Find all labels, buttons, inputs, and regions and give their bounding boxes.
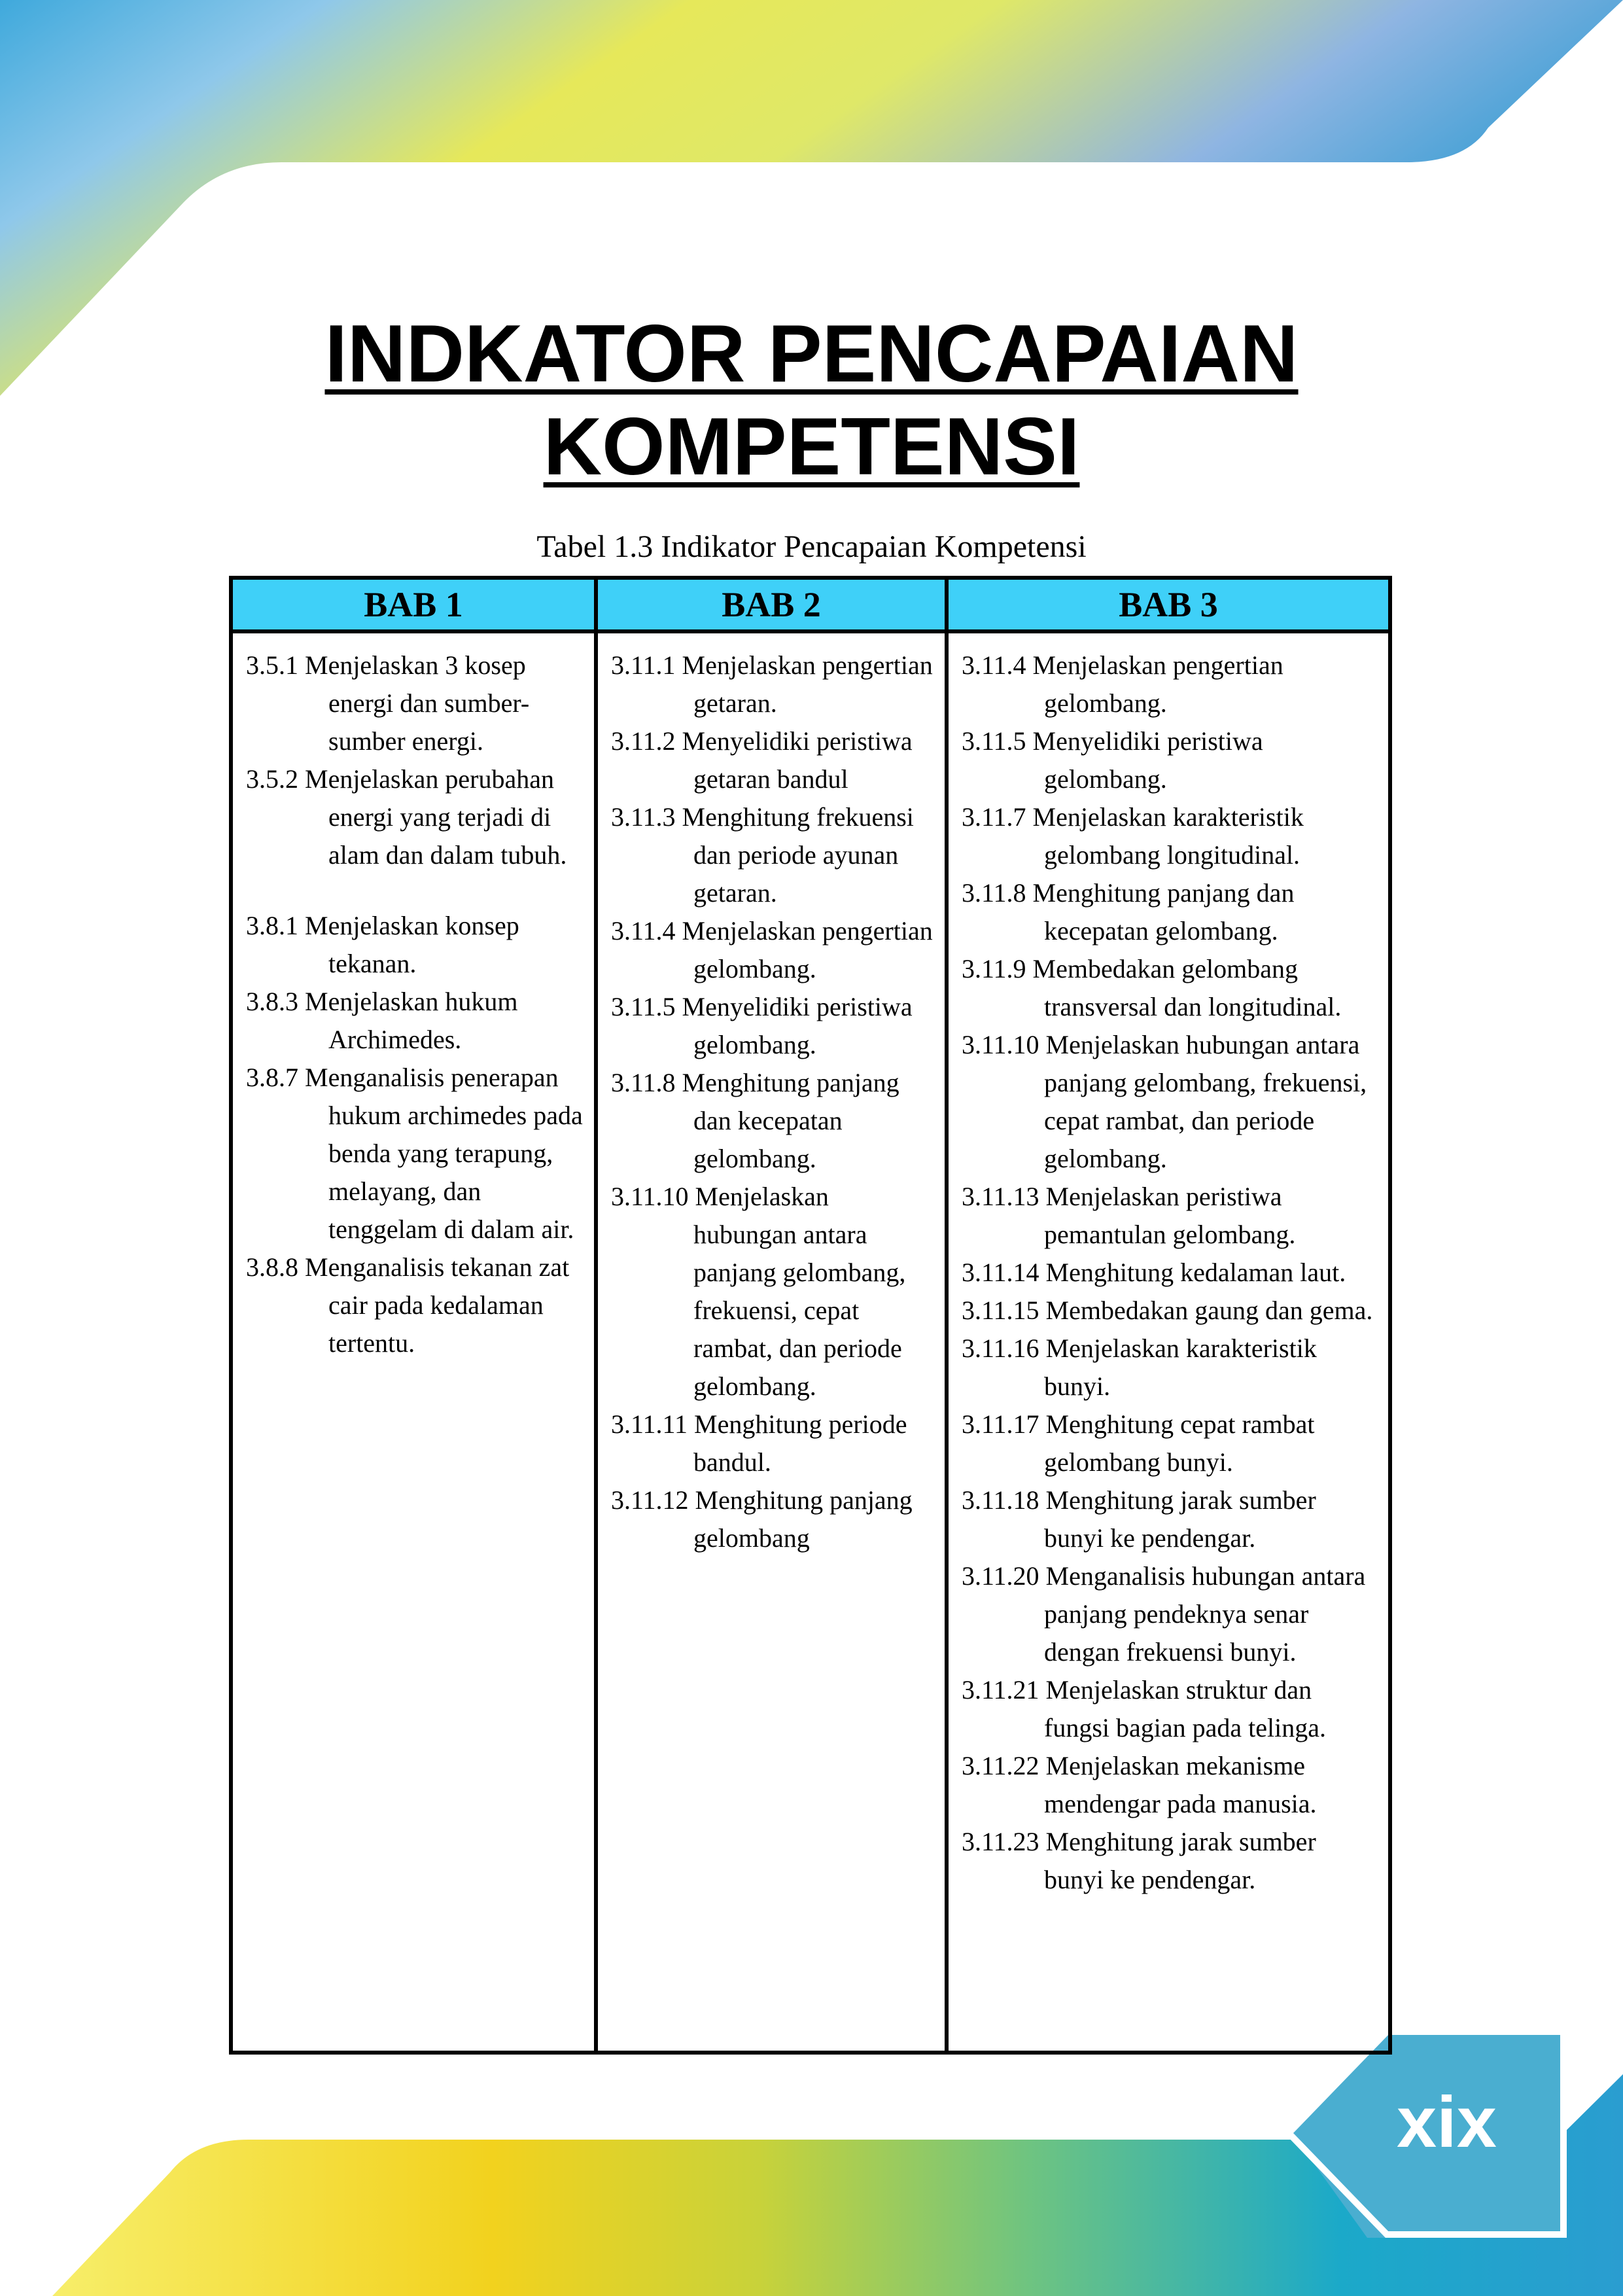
indicator-item: 3.11.18 Menghitung jarak sumber bunyi ke pendengar.: [962, 1485, 1316, 1553]
indicator-item: 3.11.10 Menjelaskan hubungan antara panjang gelombang, frekuensi, cepat rambat, dan periode gelombang.: [611, 1182, 906, 1401]
indicator-item: 3.11.23 Menghitung jarak sumber bunyi ke pendengar.: [962, 1827, 1316, 1894]
indicator-item: 3.11.14 Menghitung kedalaman laut.: [962, 1258, 1346, 1287]
indicator-item: 3.5.1 Menjelaskan 3 kosep energi dan sumber-sumber energi.: [246, 650, 530, 756]
indicator-item: 3.11.13 Menjelaskan peristiwa pemantulan gelombang.: [962, 1182, 1296, 1249]
header-bab-3: BAB 3: [947, 578, 1390, 631]
table-row: [231, 631, 1390, 2053]
indicator-item: 3.11.8 Menghitung panjang dan kecepatan gelombang.: [611, 1068, 899, 1173]
table-header-row: [231, 578, 1390, 631]
indicator-item: 3.8.1 Menjelaskan konsep tekanan.: [246, 911, 519, 978]
indicator-item: 3.11.16 Menjelaskan karakteristik bunyi.: [962, 1333, 1317, 1401]
indicator-item: 3.11.5 Menyelidiki peristiwa gelombang.: [962, 726, 1263, 794]
indicator-item: 3.11.1 Menjelaskan pengertian getaran.: [611, 650, 933, 718]
indicator-item: 3.11.9 Membedakan gelombang transversal dan longitudinal.: [962, 954, 1342, 1021]
column-bab-1: [231, 631, 596, 2053]
indicator-item: 3.11.3 Menghitung frekuensi dan periode ayunan getaran.: [611, 802, 914, 908]
indicator-item: 3.8.8 Menganalisis tekanan zat cair pada kedalaman tertentu.: [246, 1252, 570, 1358]
indicator-item: 3.11.7 Menjelaskan karakteristik gelombang longitudinal.: [962, 802, 1304, 870]
indicator-item: 3.11.10 Menjelaskan hubungan antara panjang gelombang, frekuensi, cepat rambat, dan periode gelombang.: [962, 1030, 1367, 1173]
indicator-item: 3.8.7 Menganalisis penerapan hukum archimedes pada benda yang terapung, melayang, dan tenggelam di dalam air.: [246, 1063, 583, 1244]
indicator-item: 3.11.5 Menyelidiki peristiwa gelombang.: [611, 992, 913, 1059]
indicator-item: 3.11.2 Menyelidiki peristiwa getaran bandul: [611, 726, 913, 794]
indicator-item: 3.11.15 Membedakan gaung dan gema.: [962, 1296, 1373, 1325]
indicator-item: 3.11.12 Menghitung panjang gelombang: [611, 1485, 913, 1553]
indicator-item: 3.8.3 Menjelaskan hukum Archimedes.: [246, 987, 518, 1054]
header-bab-1: BAB 1: [231, 578, 596, 631]
page-title-line2: KOMPETENSI: [543, 402, 1080, 492]
indicator-item: 3.11.8 Menghitung panjang dan kecepatan gelombang.: [962, 878, 1295, 945]
header-bab-2: BAB 2: [596, 578, 947, 631]
indicator-item: 3.11.4 Menjelaskan pengertian gelombang.: [962, 650, 1283, 718]
indicator-item: 3.11.22 Menjelaskan mekanisme mendengar pada manusia.: [962, 1751, 1317, 1818]
page-title: [0, 308, 1623, 493]
indicator-item: 3.5.2 Menjelaskan perubahan energi yang terjadi di alam dan dalam tubuh.: [246, 764, 567, 870]
table-caption: Tabel 1.3 Indikator Pencapaian Kompetensi: [536, 529, 1087, 564]
indicator-item: 3.11.21 Menjelaskan struktur dan fungsi bagian pada telinga.: [962, 1675, 1326, 1742]
indicator-item: 3.11.17 Menghitung cepat rambat gelombang bunyi.: [962, 1409, 1315, 1477]
indicator-item: 3.11.11 Menghitung periode bandul.: [611, 1409, 907, 1477]
column-bab-3: [947, 631, 1390, 2053]
competency-table: [229, 576, 1392, 2055]
column-bab-2: [596, 631, 947, 2053]
indicator-item: 3.11.4 Menjelaskan pengertian gelombang.: [611, 916, 933, 983]
page-title-line1: INDKATOR PENCAPAIAN: [324, 309, 1299, 399]
page-number: xix: [1397, 2082, 1497, 2163]
indicator-item: 3.11.20 Menganalisis hubungan antara panjang pendeknya senar dengan frekuensi bunyi.: [962, 1561, 1366, 1667]
